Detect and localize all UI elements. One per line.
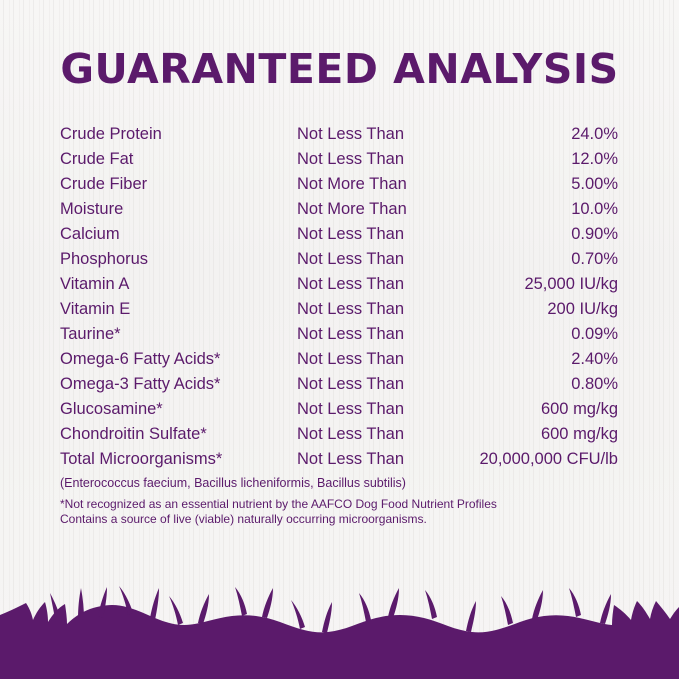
nutrient-qualifier: Not More Than: [297, 175, 407, 193]
nutrient-qualifier: Not Less Than: [297, 400, 405, 418]
nutrient-value: 20,000,000 CFU/lb: [479, 450, 618, 468]
nutrient-value: 12.0%: [571, 150, 618, 168]
nutrient-name: Moisture: [60, 200, 124, 218]
nutrient-value: 0.70%: [571, 250, 618, 268]
nutrient-value: 0.09%: [571, 325, 618, 343]
nutrient-qualifier: Not Less Than: [297, 275, 405, 293]
table-row: [60, 175, 618, 200]
nutrient-value: 0.80%: [571, 375, 618, 393]
nutrient-value: 200 IU/kg: [547, 300, 618, 318]
nutrient-qualifier: Not Less Than: [297, 350, 405, 368]
nutrient-value: 25,000 IU/kg: [524, 275, 618, 293]
table-row: [60, 275, 618, 300]
nutrient-name: Crude Protein: [60, 125, 162, 143]
table-row: [60, 225, 618, 250]
analysis-table: [60, 125, 618, 475]
nutrient-name: Crude Fiber: [60, 175, 148, 193]
nutrient-value: 600 mg/kg: [540, 400, 618, 418]
grass-silhouette-decoration: [0, 519, 679, 679]
nutrient-name: Calcium: [60, 225, 120, 243]
nutrient-name: Vitamin A: [60, 275, 130, 293]
nutrient-name: Crude Fat: [60, 150, 134, 168]
nutrient-value: 2.40%: [571, 350, 618, 368]
table-row: [60, 450, 618, 475]
nutrient-qualifier: Not Less Than: [297, 150, 405, 168]
nutrient-qualifier: Not Less Than: [297, 225, 405, 243]
nutrient-value: 600 mg/kg: [540, 425, 618, 443]
nutrient-qualifier: Not Less Than: [297, 250, 405, 268]
nutrient-value: 24.0%: [571, 125, 618, 143]
table-row: [60, 125, 618, 150]
nutrient-qualifier: Not Less Than: [297, 425, 405, 443]
nutrient-qualifier: Not More Than: [297, 200, 407, 218]
table-row: [60, 375, 618, 400]
nutrient-name: Taurine*: [60, 325, 121, 343]
nutrient-qualifier: Not Less Than: [297, 375, 405, 393]
nutrient-qualifier: Not Less Than: [297, 300, 405, 318]
nutrient-value: 10.0%: [571, 200, 618, 218]
nutrient-name: Phosphorus: [60, 250, 149, 268]
table-row: [60, 200, 618, 225]
nutrient-qualifier: Not Less Than: [297, 325, 405, 343]
page-title: GUARANTEED ANALYSIS: [60, 45, 619, 93]
nutrient-qualifier: Not Less Than: [297, 125, 405, 143]
table-row: [60, 300, 618, 325]
nutrient-name: Omega-3 Fatty Acids*: [60, 375, 221, 393]
table-row: [60, 400, 618, 425]
footnote-live-cultures: Contains a source of live (viable) naturally occurring microorganisms.: [60, 511, 427, 526]
nutrient-name: Glucosamine*: [60, 400, 163, 418]
nutrient-name: Total Microorganisms*: [60, 450, 223, 468]
table-row: [60, 150, 618, 175]
table-row: [60, 350, 618, 375]
nutrient-name: Chondroitin Sulfate*: [60, 425, 207, 443]
nutrient-value: 5.00%: [571, 175, 618, 193]
table-row: [60, 325, 618, 350]
microorganism-species-note: (Enterococcus faecium, Bacillus licheniformis, Bacillus subtilis): [60, 476, 406, 490]
nutrient-name: Vitamin E: [60, 300, 131, 318]
table-row: [60, 250, 618, 275]
footnote-aafco: *Not recognized as an essential nutrient by the AAFCO Dog Food Nutrient Profiles: [60, 497, 497, 511]
nutrient-value: 0.90%: [571, 225, 618, 243]
nutrient-name: Omega-6 Fatty Acids*: [60, 350, 221, 368]
table-row: [60, 425, 618, 450]
nutrient-qualifier: Not Less Than: [297, 450, 405, 468]
